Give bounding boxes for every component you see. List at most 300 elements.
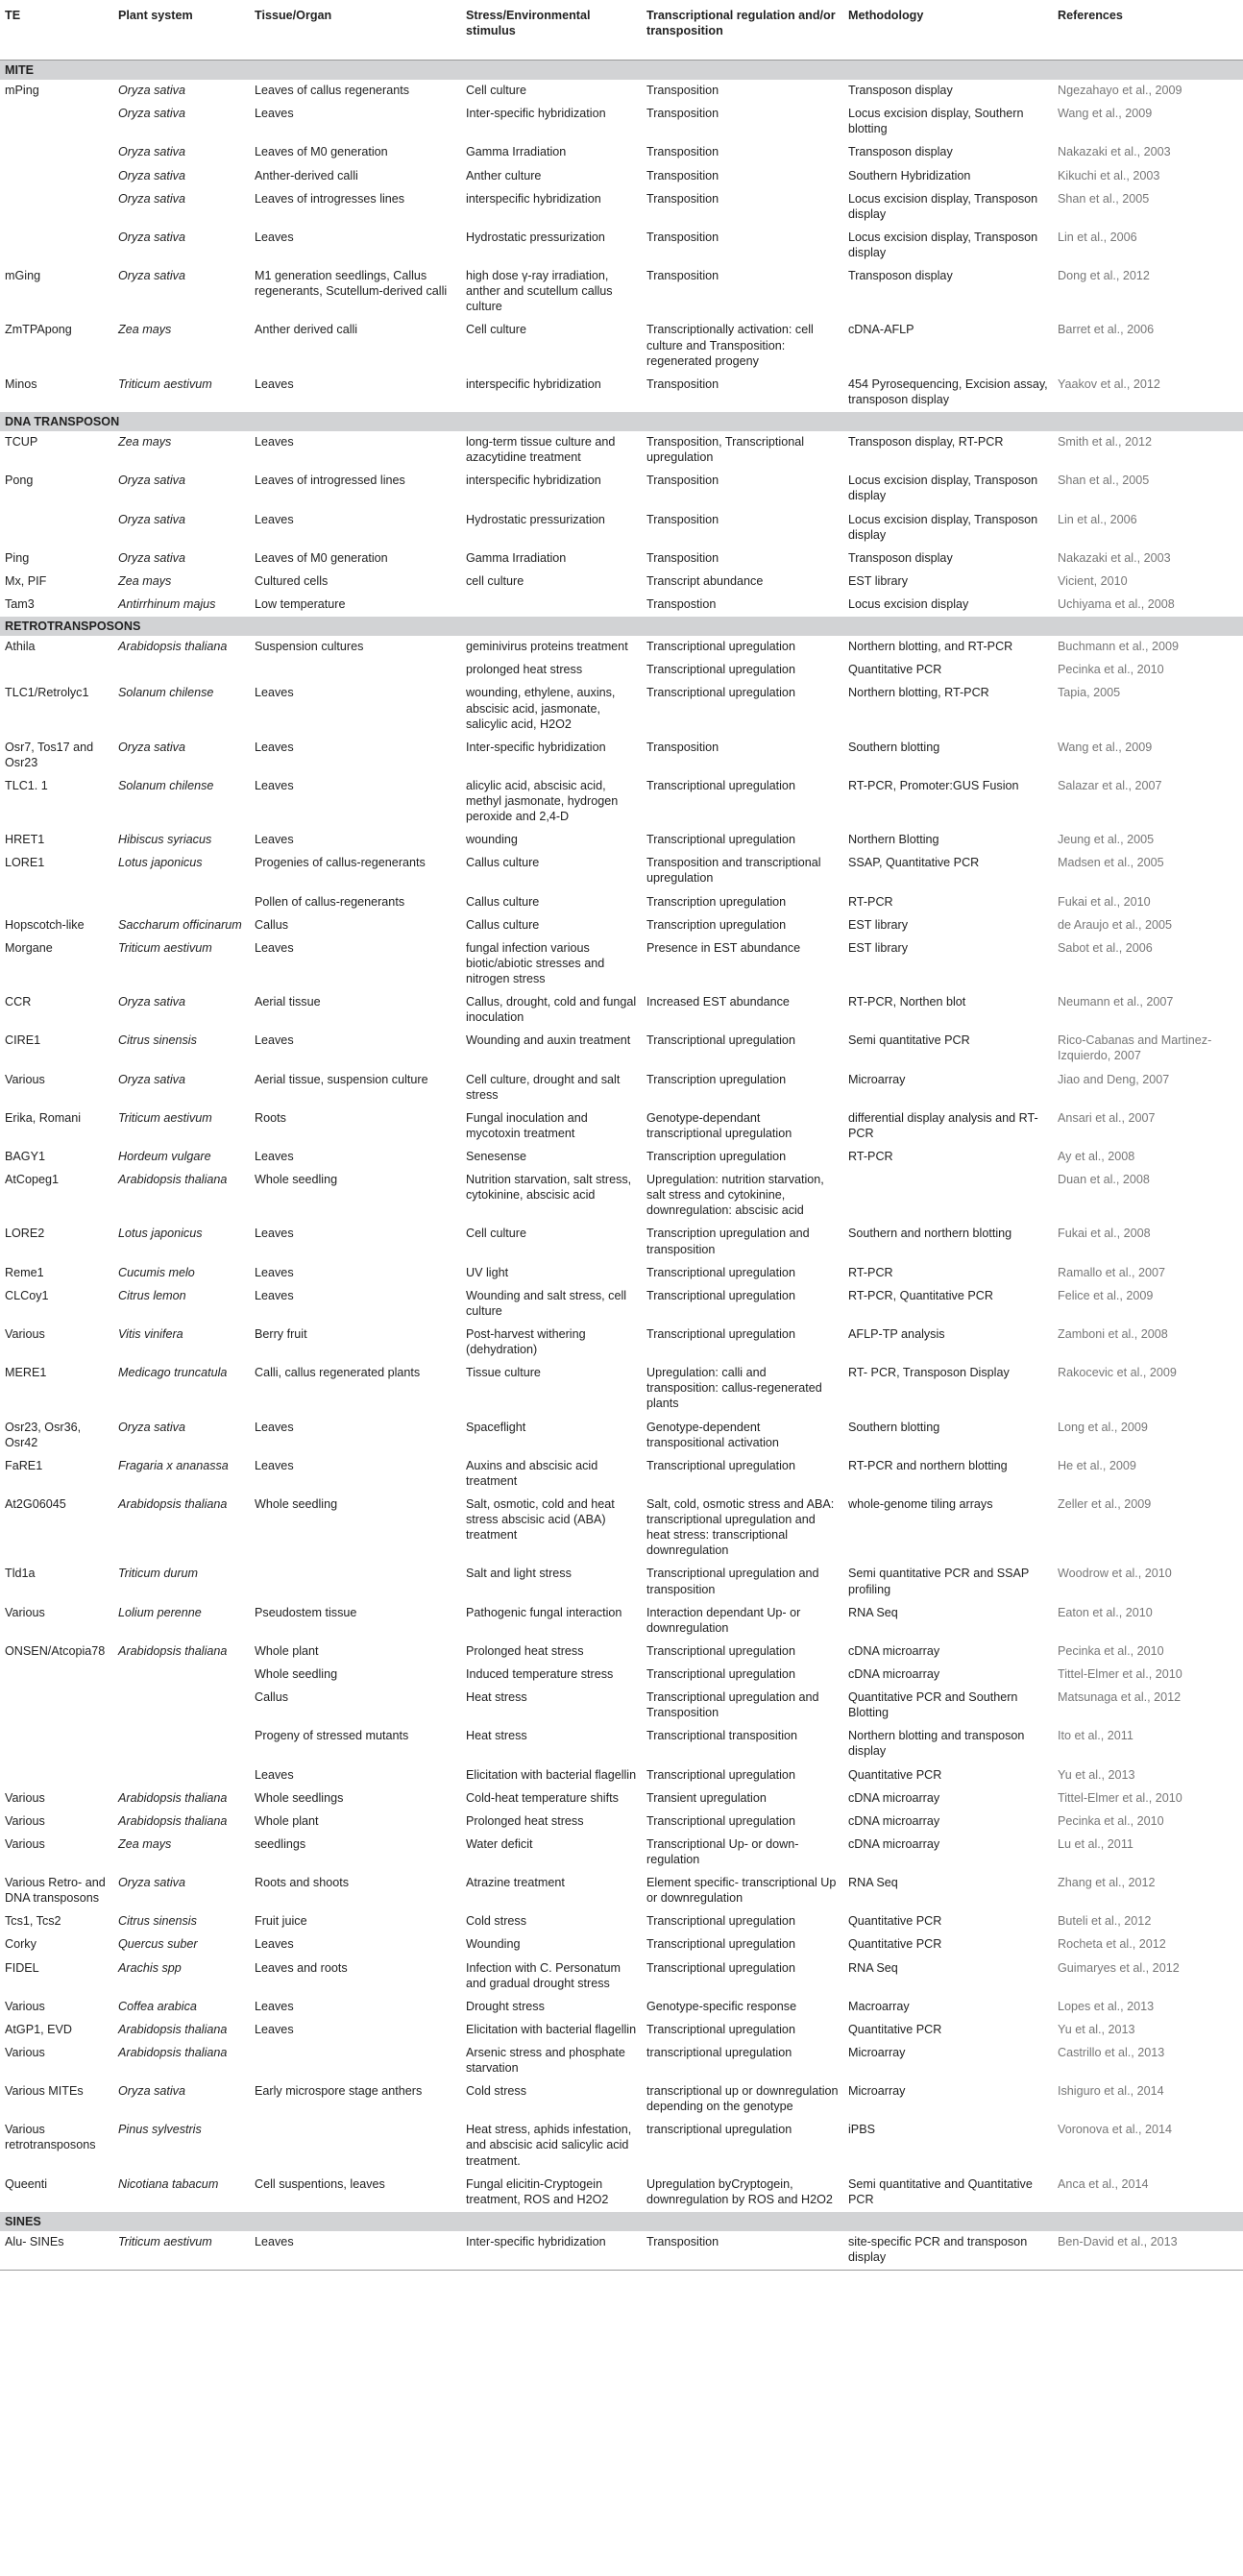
cell-regulation: Transcriptional upregulation and transposition [646,1567,819,1596]
cell-plant-system: Arabidopsis thaliana [118,1496,228,1511]
cell-regulation: Interaction dependant Up- or downregulation [646,1605,801,1635]
cell-regulation: transcriptional upregulation [646,2045,792,2059]
cell-methodology: EST library [848,917,909,932]
cell-plant-system: Citrus lemon [118,1288,186,1302]
table-row [0,2019,1243,2042]
table-row [0,1834,1243,1872]
table-row [0,1563,1243,1601]
cell-plant-system: Fragaria x ananassa [118,1458,229,1472]
cell-plant-system: Oryza sativa [118,269,185,283]
cell-stress-stimulus: Heat stress [466,1690,527,1705]
cell-tissue-organ: Roots and shoots [255,1876,350,1890]
cell-references: Zeller et al., 2009 [1058,1496,1152,1511]
cell-tissue-organ: Leaves [255,686,294,700]
cell-te: Morgane [5,940,53,955]
cell-references: Fukai et al., 2008 [1058,1227,1151,1241]
cell-plant-system: Quercus suber [118,1937,198,1952]
cell-te: Osr7, Tos17 and Osr23 [5,740,94,769]
cell-references: Ay et al., 2008 [1058,1150,1135,1164]
cell-tissue-organ: Cell suspentions, leaves [255,2176,385,2191]
cell-te [0,103,113,141]
cell-te: BAGY1 [5,1150,45,1164]
cell-tissue-organ: Whole seedling [255,1666,338,1681]
table-row [0,509,1243,547]
table-row [0,1787,1243,1810]
cell-methodology: cDNA microarray [848,1813,940,1828]
cell-methodology: Semi quantitative PCR [848,1033,970,1048]
cell-tissue-organ: Pollen of callus-regenerants [255,894,405,909]
cell-regulation: Transcriptional Up- or down-regulation [646,1836,799,1866]
table-row [0,1957,1243,1996]
column-header-regulation: Transcriptional regulation and/or transposition [642,0,843,61]
cell-te: TLC1/Retrolyc1 [5,686,89,700]
table-row [0,265,1243,319]
table-row [0,80,1243,103]
cell-tissue-organ: Low temperature [255,596,346,611]
cell-references: Ito et al., 2011 [1058,1729,1133,1743]
cell-tissue-organ: Aerial tissue, suspension culture [255,1072,428,1086]
cell-tissue-organ: Leaves [255,107,294,121]
cell-te [0,1764,113,1787]
cell-tissue-organ: M1 generation seedlings, Callus regenerants, Scutellum-derived calli [255,269,448,299]
cell-plant-system: Oryza sativa [118,1420,185,1434]
cell-methodology: whole-genome tiling arrays [848,1496,993,1511]
cell-te: ZmTPApong [5,323,72,337]
cell-plant-system: Arabidopsis thaliana [118,640,228,654]
cell-stress-stimulus: Inter-specific hybridization [461,2231,642,2271]
cell-stress-stimulus: Cell culture [466,323,526,337]
cell-stress-stimulus: Nutrition starvation, salt stress, cytokinine, abscisic acid [466,1173,632,1203]
cell-tissue-organ: Callus [255,917,288,932]
cell-references: Tittel-Elmer et al., 2010 [1058,1790,1182,1805]
table-row [0,1324,1243,1362]
cell-plant-system: Arabidopsis thaliana [118,1173,228,1187]
cell-tissue-organ: Leaves [255,1150,294,1164]
cell-tissue-organ: Berry fruit [255,1327,307,1341]
cell-plant-system: Hibiscus syriacus [118,833,212,847]
cell-methodology: Quantitative PCR [848,1937,942,1952]
cell-te: Tld1a [5,1567,36,1581]
column-header-methodology: Methodology [843,0,1053,61]
cell-regulation: Upregulation: calli and transposition: callus-regenerated plants [646,1366,822,1411]
cell-plant-system: Triticum aestivum [118,377,212,391]
cell-stress-stimulus: long-term tissue culture and azacytidine treatment [466,435,616,465]
cell-tissue-organ: Leaves [250,2231,461,2271]
cell-regulation: Increased EST abundance [646,995,790,1009]
cell-tissue-organ [250,2119,461,2173]
table-row [0,1687,1243,1725]
cell-methodology: Transposon display [848,550,953,565]
cell-stress-stimulus: cell culture [466,573,524,588]
cell-te: Ping [5,550,30,565]
table-row [0,470,1243,508]
cell-te: CCR [5,995,32,1009]
cell-references: Pecinka et al., 2010 [1058,1813,1164,1828]
cell-methodology: cDNA microarray [848,1790,940,1805]
cell-tissue-organ: Leaves and roots [255,1960,348,1975]
cell-tissue-organ: seedlings [255,1836,306,1851]
cell-te: LORE1 [5,856,45,870]
cell-stress-stimulus: Fungal elicitin-Cryptogein treatment, ROS and H2O2 [466,2176,609,2206]
cell-stress-stimulus: Drought stress [466,1999,545,2013]
section-title: MITE [0,61,1243,81]
cell-te: Various Retro- and DNA transposons [5,1876,106,1906]
section-row [0,412,1243,431]
cell-te [0,141,113,164]
column-header-stress-stimulus: Stress/Environmental stimulus [461,0,642,61]
cell-te: Various [5,1999,45,2013]
column-header-tissue-organ: Tissue/Organ [250,0,461,61]
table-body [0,61,1243,2271]
cell-stress-stimulus: interspecific hybridization [466,377,601,391]
cell-te: Various [5,1813,45,1828]
cell-methodology: SSAP, Quantitative PCR [848,856,980,870]
cell-tissue-organ: Leaves [255,377,294,391]
cell-references: Tapia, 2005 [1058,686,1121,700]
cell-te: Various [5,1072,45,1086]
cell-plant-system: Solanum chilense [118,686,214,700]
cell-plant-system: Oryza sativa [118,995,185,1009]
cell-methodology: Microarray [848,2084,906,2099]
cell-references: Voronova et al., 2014 [1058,2123,1173,2137]
cell-regulation: Transcriptional upregulation [646,1813,795,1828]
table-row [0,571,1243,594]
cell-tissue-organ: Whole seedling [255,1173,338,1187]
cell-tissue-organ: Leaves [255,2022,294,2036]
cell-plant-system: Pinus sylvestris [118,2123,202,2137]
cell-te: Reme1 [5,1265,44,1279]
cell-plant-system: Arabidopsis thaliana [118,2022,228,2036]
cell-plant-system [113,1664,250,1687]
cell-references: Yu et al., 2013 [1058,2022,1135,2036]
table-row [0,1810,1243,1834]
cell-methodology: Transposon display [848,145,953,159]
cell-regulation: Transcriptional upregulation [646,663,795,677]
cell-methodology: Southern and northern blotting [848,1227,1012,1241]
cell-methodology: RT-PCR [848,1150,893,1164]
table-row [0,2042,1243,2080]
cell-stress-stimulus: Elicitation with bacterial flagellin [466,2022,637,2036]
cell-regulation: Transcriptional upregulation [646,1767,795,1782]
cell-plant-system: Zea mays [118,1836,172,1851]
cell-stress-stimulus: Hydrostatic pressurization [466,230,605,244]
cell-regulation: transcriptional up or downregulation depending on the genotype [646,2084,839,2114]
cell-regulation: Transcriptional upregulation and Transposition [646,1690,819,1720]
cell-methodology: 454 Pyrosequencing, Excision assay, transposon display [848,377,1048,406]
cell-tissue-organ: Whole plant [255,1813,319,1828]
cell-plant-system: Arachis spp [118,1960,182,1975]
cell-regulation: Transcriptional upregulation [646,1960,795,1975]
cell-tissue-organ: Leaves [255,1420,294,1434]
cell-tissue-organ: Leaves [255,1767,294,1782]
table-row [0,914,1243,937]
cell-plant-system: Citrus sinensis [118,1914,197,1929]
cell-plant-system: Lolium perenne [118,1605,202,1619]
cell-te [0,1687,113,1725]
cell-stress-stimulus: Prolonged heat stress [466,1643,584,1658]
cell-te: LORE2 [5,1227,45,1241]
cell-methodology: RNA Seq [848,1960,898,1975]
section-row [0,617,1243,636]
cell-references: Pecinka et al., 2010 [1058,663,1164,677]
cell-tissue-organ: Leaves [255,230,294,244]
cell-stress-stimulus: Tissue culture [466,1366,541,1380]
cell-methodology: RT-PCR, Promoter:GUS Fusion [848,778,1019,792]
cell-methodology: Locus excision display, Transposon display [848,230,1038,259]
cell-tissue-organ: Anther-derived calli [255,168,358,182]
cell-plant-system: Nicotiana tabacum [118,2176,219,2191]
cell-plant-system [113,659,250,682]
cell-te: Minos [5,377,37,391]
cell-regulation: Transcriptional upregulation [646,1265,795,1279]
cell-regulation: Transcriptional upregulation [646,1643,795,1658]
cell-references: Buchmann et al., 2009 [1058,640,1180,654]
cell-regulation: Transcriptional upregulation [646,1033,795,1048]
cell-regulation: Transcriptional upregulation [646,1327,795,1341]
cell-tissue-organ: Leaves [255,1265,294,1279]
cell-methodology: RT-PCR and northern blotting [848,1458,1008,1472]
cell-references: Ngezahayo et al., 2009 [1058,84,1182,98]
table-row [0,1764,1243,1787]
cell-stress-stimulus: Heat stress, aphids infestation, and abscisic acid salicylic acid treatment. [466,2123,632,2168]
table-row [0,1069,1243,1107]
table-row [0,1030,1243,1068]
cell-regulation: Salt, cold, osmotic stress and ABA: transcriptional upregulation and heat stress: transcriptional downregulation [646,1496,835,1558]
cell-stress-stimulus: Gamma Irradiation [466,145,567,159]
table-row [0,1262,1243,1285]
cell-te: Various [5,1790,45,1805]
cell-plant-system: Oryza sativa [118,230,185,244]
cell-tissue-organ: Aerial tissue [255,995,321,1009]
cell-methodology: Microarray [848,2045,906,2059]
cell-te [0,227,113,265]
cell-references: Long et al., 2009 [1058,1420,1148,1434]
cell-methodology: Quantitative PCR [848,663,942,677]
cell-stress-stimulus: Arsenic stress and phosphate starvation [466,2045,625,2076]
cell-methodology: site-specific PCR and transposon display [843,2231,1053,2271]
cell-regulation: Transposition and transcriptional upregulation [646,856,821,886]
cell-te: CIRE1 [5,1033,41,1048]
table-row [0,1107,1243,1146]
cell-plant-system: Zea mays [118,435,172,450]
cell-methodology: Locus excision display, Southern blotting [848,107,1024,136]
cell-methodology: RNA Seq [848,1605,898,1619]
cell-regulation: Genotype-specific response [646,1999,797,2013]
cell-tissue-organ: Leaves [255,740,294,754]
cell-te: AtCopeg1 [5,1173,60,1187]
cell-regulation: Transcription upregulation and transposition [646,1227,810,1256]
cell-tissue-organ: Leaves [255,1033,294,1048]
cell-stress-stimulus: Cell culture, drought and salt stress [466,1072,621,1102]
cell-te: Tam3 [5,596,35,611]
cell-methodology: cDNA microarray [848,1836,940,1851]
cell-methodology: Southern Hybridization [848,168,971,182]
cell-methodology: Quantitative PCR and Southern Blotting [848,1690,1018,1720]
cell-plant-system: Cucumis melo [118,1265,195,1279]
cell-tissue-organ: Leaves [255,1227,294,1241]
cell-plant-system [113,891,250,914]
cell-stress-stimulus: Wounding and salt stress, cell culture [466,1288,627,1318]
cell-tissue-organ [250,2042,461,2080]
cell-tissue-organ: Early microspore stage anthers [255,2084,423,2099]
cell-regulation: Transposition [646,107,719,121]
cell-plant-system: Triticum aestivum [118,940,212,955]
table-row [0,1494,1243,1563]
cell-tissue-organ: Whole seedlings [255,1790,344,1805]
cell-regulation: Transposition [646,191,719,206]
cell-te: HRET1 [5,833,45,847]
cell-references: Nakazaki et al., 2003 [1058,550,1171,565]
cell-methodology: EST library [848,940,909,955]
cell-stress-stimulus: Elicitation with bacterial flagellin [466,1767,637,1782]
cell-plant-system: Vitis vinifera [118,1327,183,1341]
cell-methodology: Locus excision display, Transposon display [848,474,1038,503]
cell-regulation: Genotype-dependent transpositional activation [646,1420,779,1449]
table-row [0,1146,1243,1169]
table-row [0,1223,1243,1261]
table-row [0,775,1243,829]
cell-tissue-organ: Leaves [255,833,294,847]
table-row [0,2119,1243,2173]
cell-references: Yu et al., 2013 [1058,1767,1135,1782]
cell-methodology: Quantitative PCR [848,2022,942,2036]
cell-tissue-organ: Pseudostem tissue [255,1605,357,1619]
cell-stress-stimulus: Auxins and abscisic acid treatment [466,1458,598,1488]
cell-references: Lopes et al., 2013 [1058,1999,1155,2013]
cell-methodology: iPBS [848,2123,875,2137]
cell-stress-stimulus: Callus culture [466,917,540,932]
cell-tissue-organ: Calli, callus regenerated plants [255,1366,421,1380]
table-row [0,991,1243,1030]
cell-methodology: RT-PCR, Quantitative PCR [848,1288,993,1302]
cell-plant-system: Solanum chilense [118,778,214,792]
cell-references: Tittel-Elmer et al., 2010 [1058,1666,1182,1681]
section-title: SINES [0,2212,1243,2231]
cell-methodology: Northern blotting and transposon display [848,1729,1025,1759]
cell-tissue-organ: Roots [255,1110,286,1125]
table-row [0,1872,1243,1910]
table-row [0,636,1243,659]
cell-tissue-organ: Leaves [255,778,294,792]
cell-te: Alu- SINEs [0,2231,113,2271]
section-title: RETROTRANSPOSONS [0,617,1243,636]
cell-regulation: Transient upregulation [646,1790,767,1805]
cell-plant-system: Triticum durum [118,1567,199,1581]
cell-references: Castrillo et al., 2013 [1058,2045,1165,2059]
cell-references: Ramallo et al., 2007 [1058,1265,1166,1279]
cell-te: Various [5,2045,45,2059]
column-header-te: TE [0,0,113,61]
cell-te [0,891,113,914]
cell-stress-stimulus: prolonged heat stress [466,663,583,677]
cell-regulation: Transcriptional upregulation [646,640,795,654]
cell-methodology: differential display analysis and RT-PCR [848,1110,1038,1140]
cell-references: Ansari et al., 2007 [1058,1110,1156,1125]
cell-plant-system: Arabidopsis thaliana [118,2045,228,2059]
cell-stress-stimulus: geminivirus proteins treatment [466,640,628,654]
cell-stress-stimulus: Cold stress [466,1914,526,1929]
cell-tissue-organ [250,659,461,682]
table-row [0,1664,1243,1687]
cell-tissue-organ: Leaves [255,435,294,450]
table-row [0,852,1243,890]
cell-regulation: Transcriptional upregulation [646,1458,795,1472]
cell-regulation: Transcriptional upregulation [646,778,795,792]
cell-tissue-organ: Leaves [255,1288,294,1302]
cell-references: Ben-David et al., 2013 [1053,2231,1243,2271]
cell-regulation: Transposition [646,377,719,391]
cell-te: Athila [5,640,36,654]
cell-references: Fukai et al., 2010 [1058,894,1151,909]
cell-regulation: Transcriptional upregulation [646,1937,795,1952]
cell-stress-stimulus: Wounding [466,1937,521,1952]
cell-references: Dong et al., 2012 [1058,269,1150,283]
table-row [0,682,1243,736]
cell-plant-system: Lotus japonicus [118,856,203,870]
cell-references: Shan et al., 2005 [1058,474,1150,488]
cell-methodology: Transposon display [848,84,953,98]
cell-methodology: Semi quantitative and Quantitative PCR [848,2176,1033,2206]
cell-regulation: Transcriptional upregulation [646,1666,795,1681]
section-title: DNA TRANSPOSON [0,412,1243,431]
cell-te: Erika, Romani [5,1110,82,1125]
cell-stress-stimulus: Salt, osmotic, cold and heat stress abscisic acid (ABA) treatment [466,1496,615,1543]
cell-plant-system: Zea mays [118,573,172,588]
cell-stress-stimulus: high dose γ-ray irradiation, anther and scutellum callus culture [466,269,613,314]
table-row [0,2080,1243,2119]
cell-methodology [843,1169,1053,1223]
cell-methodology: Transposon display [848,269,953,283]
cell-tissue-organ: Callus [255,1690,288,1705]
cell-stress-stimulus: Anther culture [466,168,542,182]
cell-methodology: Quantitative PCR [848,1767,942,1782]
cell-te: Corky [5,1937,37,1952]
cell-stress-stimulus: Inter-specific hybridization [466,107,606,121]
cell-regulation: Transcript abundance [646,573,764,588]
cell-te [0,509,113,547]
cell-stress-stimulus: Senesense [466,1150,527,1164]
header-row [0,0,1243,61]
cell-tissue-organ: Progenies of callus-regenerants [255,856,426,870]
cell-stress-stimulus: Cell culture [466,84,526,98]
cell-regulation: Transcriptional transposition [646,1729,798,1743]
cell-references: Lu et al., 2011 [1058,1836,1133,1851]
cell-references: Rocheta et al., 2012 [1058,1937,1166,1952]
cell-stress-stimulus: Salt and light stress [466,1567,572,1581]
cell-regulation: Transcriptional upregulation [646,1288,795,1302]
cell-regulation: Transcriptional upregulation [646,1914,795,1929]
cell-stress-stimulus: alicylic acid, abscisic acid, methyl jasmonate, hydrogen peroxide and 2,4-D [466,778,619,824]
cell-plant-system: Oryza sativa [118,168,185,182]
cell-plant-system [113,1764,250,1787]
cell-plant-system: Oryza sativa [118,1072,185,1086]
cell-references: Eaton et al., 2010 [1058,1605,1153,1619]
cell-plant-system: Oryza sativa [118,107,185,121]
table-row [0,891,1243,914]
cell-te [0,659,113,682]
cell-stress-stimulus: Post-harvest withering (dehydration) [466,1327,586,1357]
cell-te: Queenti [5,2176,48,2191]
cell-references: Matsunaga et al., 2012 [1058,1690,1182,1705]
cell-tissue-organ: Progeny of stressed mutants [255,1729,409,1743]
cell-stress-stimulus: Cold stress [466,2084,526,2099]
cell-tissue-organ: Leaves of introgresses lines [255,191,405,206]
table-row [0,829,1243,852]
cell-stress-stimulus: wounding, ethylene, auxins, abscisic acid, jasmonate, salicylic acid, H2O2 [466,686,616,731]
cell-regulation: Transposition [646,145,719,159]
table-row [0,141,1243,164]
cell-methodology: cDNA microarray [848,1643,940,1658]
